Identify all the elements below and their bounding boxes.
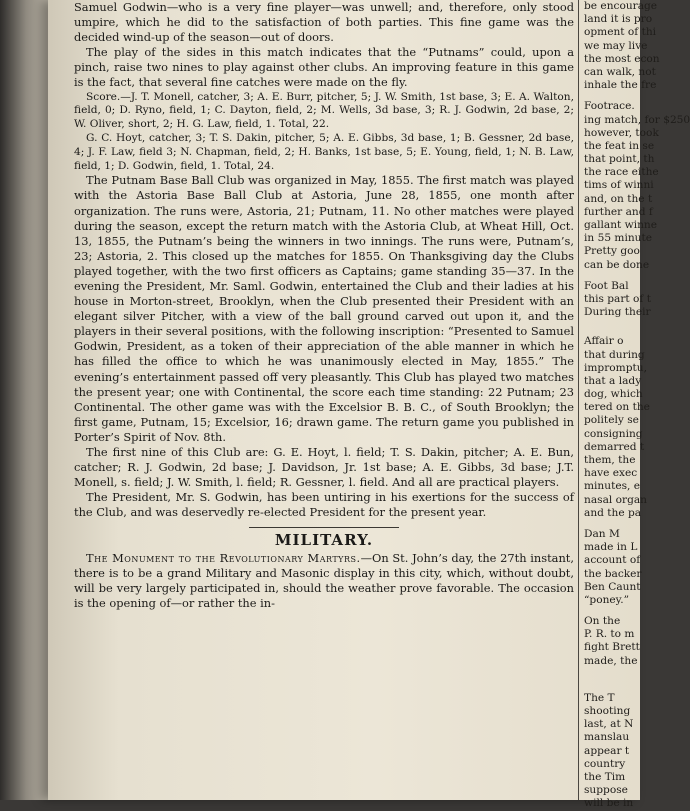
right-column-line: last, at N (584, 718, 634, 731)
right-column-line: Footrace. (584, 100, 635, 113)
score-putnam-side-2: G. C. Hoyt, catcher, 3; T. S. Dakin, pitcher, 5; A. E. Gibbs, 3d base, 1; B. Gessner, 2d base, 4; J. F. Law, field 3; N. Chapman, field, 2; H. Banks, 1st base, 5; E. Young, field, 1; N. B. Law, field, 1; D. Godwin, field, 1. Total, 24. (74, 131, 574, 172)
section-divider (249, 527, 399, 528)
right-column-line: “poney.” (584, 593, 630, 606)
right-column-line (584, 327, 640, 335)
section-heading-military: MILITARY. (274, 530, 374, 549)
right-column-line: have exec (584, 467, 638, 480)
right-column-line: appear t (584, 744, 630, 757)
right-column-line: made, the (584, 654, 638, 667)
right-column-line: however, took (584, 126, 659, 139)
article-paragraph-club-history: The Putnam Base Ball Club was organized in May, 1855. The first match was played with the Astoria Base Ball Club at Astoria, June 28, 1855, one month after organization. The runs were, Astoria, 21; Putnam, 11. No other matches were played during the season, except the return match with the Astoria Club, at Wheat Hill, Oct. 13, 1855, the Putnam’s being the winners in two innings. The runs were, Putnam’s, 23; Astoria, 2. This closed up the matches for 1855. On Thanksgiving day the Clubs played together, with the two first officers as Captains; game standing 35—37. In the evening the President, Mr. Saml. Godwin, entertained the Club and their ladies at his house in Morton-street, Brooklyn, when the Club presented their President with an elegant silver Pitcher, with a view of the ball ground carved out upon it, and the players in their several positions, with the following inscription: “Presented to Samuel Godwin, President, as a token of their appreciation of the able manner in which he has filled the office to which he was unanimously elected in May, 1855.” The evening’s entertainment passed off very pleasantly. This Club has played two matches the present year; one with Continental, the score each time standing: 22 Putnam; 23 Continental. The other game was with the Excelsior B. B. C., of South Brooklyn; the first game, Putnam, 15; Excelsior, 16; drawn game. The return game you published in Porter’s Spirit of Nov. 8th. (74, 173, 574, 444)
right-column-line: be encourage (584, 0, 658, 12)
right-column-line: the backer (584, 567, 642, 580)
right-column-line: land it is pro (584, 13, 653, 26)
main-article-column (74, 0, 574, 800)
right-column-line: can be done (584, 258, 650, 271)
right-column-line: made in L (584, 541, 638, 554)
right-column-line: The T (584, 691, 615, 704)
right-column-line (584, 272, 640, 280)
right-column-line: that a lady (584, 374, 642, 387)
right-column-line: gallant winne (584, 219, 658, 231)
right-column-line: manslau (584, 731, 630, 744)
article-paragraph-monument (74, 551, 574, 611)
right-column-line: On the (584, 615, 621, 628)
right-column-line: consigning (584, 427, 643, 440)
right-column-line: the most econ (584, 52, 660, 65)
right-column-line: fight Brett (584, 641, 640, 654)
right-column-line: will be in (584, 797, 634, 810)
right-column-line (584, 92, 640, 100)
right-column-line: can walk, not (584, 65, 656, 78)
right-column-line: Dan M (584, 527, 620, 540)
right-column-line: the feat in se (584, 139, 655, 152)
adjacent-column-fragments (584, 0, 690, 810)
right-column-line: minutes, e (584, 480, 641, 493)
right-column-line: and, on the t (584, 192, 653, 205)
right-column-line (584, 676, 640, 684)
right-column-line: and the pa (584, 506, 642, 519)
right-column-line: tered on the (584, 401, 650, 414)
right-column-line: Ben Caunt (584, 580, 641, 593)
article-paragraph-2: The play of the sides in this match indicates that the “Putnams” could, upon a pinch, raise two nines to play against other clubs. An improving feature in this game is the fact, that several fine catches were made on the fly. (74, 45, 574, 90)
column-rule (578, 0, 579, 800)
right-column-line: suppose (584, 784, 628, 797)
right-column-line: inhale the fre (584, 79, 657, 92)
article-paragraph-1: Samuel Godwin—who is a very fine player—was unwell; and, therefore, only stood umpire, which he did to the satisfaction of both parties. This fine game was the decided wind-up of the season—out of doors. (74, 0, 574, 45)
right-column-line: During their (584, 306, 651, 319)
right-column-line: shooting (584, 705, 631, 717)
article-paragraph-president: The President, Mr. S. Godwin, has been untiring in his exertions for the success of the Club, and was deservedly re-elected President for the present year. (74, 490, 574, 520)
right-column-line: that during (584, 348, 645, 361)
right-column-line: the race eithe (584, 166, 659, 179)
right-column-line (584, 607, 640, 615)
right-column-line: P. R. to m (584, 628, 635, 641)
right-column-line: demarred t (584, 440, 645, 453)
right-column-line: country (584, 757, 626, 770)
right-column-line: further and f (584, 205, 653, 218)
right-column-line: nasal organ (584, 493, 648, 506)
monument-body: —On St. John’s day, the 27th instant, there is to be a grand Military and Masonic display in this city, which, without doubt, will be very largely participated in, should the weather prove favorable. The occasion is the opening of—or rather the in- (74, 550, 574, 610)
right-column-line: ing match, for $250 (584, 113, 690, 126)
right-column-line (584, 668, 640, 676)
right-column-line (584, 319, 640, 327)
right-column-line: in 55 minute (584, 232, 653, 245)
monument-lead-in: The Monument to the Revolutionary Martyrs. (86, 550, 361, 565)
right-column-line: impromptu, (584, 361, 647, 374)
article-paragraph-first-nine: The first nine of this Club are: G. E. Hoyt, l. field; T. S. Dakin, pitcher; A. E. Bun, catcher; R. J. Godwin, 2d base; J. Davidson, Jr. 1st base; A. E. Gibbs, 3d base; J.T. Monell, s. field; J. W. Smith, l. field; R. Gessner, l. field. And all are practical players. (74, 445, 574, 490)
right-column-line: that point, th (584, 153, 655, 166)
right-column-line: opment of thi (584, 26, 657, 39)
right-column-line: account of (584, 554, 641, 567)
right-column-line: we may live (584, 39, 648, 52)
right-column-line: dog, which (584, 388, 643, 401)
right-column-line: this part of t (584, 292, 651, 305)
right-column-line (584, 684, 640, 692)
right-column-line: Affair o (584, 335, 624, 348)
right-column-line (584, 520, 640, 528)
right-column-line: Foot Bal (584, 279, 629, 292)
right-column-line: the Tim (584, 770, 626, 783)
right-column-line: Pretty goo (584, 245, 640, 258)
score-putnam-side-1: Score.—J. T. Monell, catcher, 3; A. E. Burr, pitcher, 5; J. W. Smith, 1st base, 3; E. A. Walton, field, 0; D. Ryno, field, 1; C. Dayton, field, 2; M. Wells, 3d base, 3; R. J. Godwin, 2d base, 2; W. Oliver, short, 2; H. G. Law, field, 1. Total, 22. (74, 90, 574, 131)
right-column-line: tims of winni (584, 179, 654, 192)
right-column-line: politely se (584, 414, 639, 427)
right-column-line: them, the (584, 454, 636, 466)
